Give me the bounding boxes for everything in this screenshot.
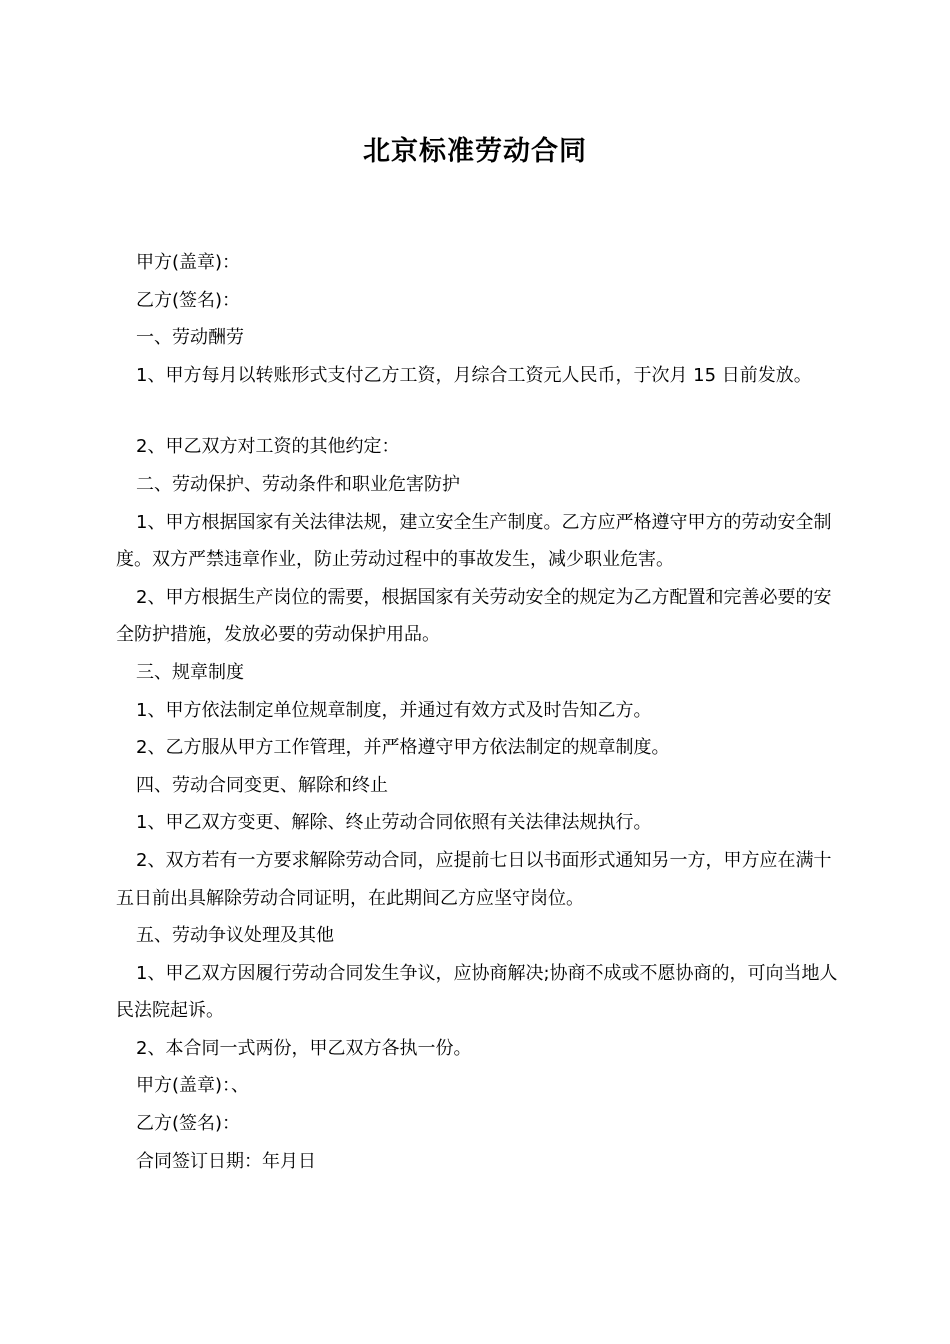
section-heading-protection: 二、劳动保护、劳动条件和职业危害防护 <box>136 473 460 495</box>
section-heading-change-termination: 四、劳动合同变更、解除和终止 <box>136 774 388 796</box>
clause-safety-system: 1、甲方根据国家有关法律法规，建立安全生产制度。乙方应严格遵守甲方的劳动安全制度。双方严禁违章作业，防止劳动过程中的事故发生，减少职业危害。 <box>116 511 832 571</box>
paragraph-gap <box>116 394 846 428</box>
section-heading-disputes: 五、劳动争议处理及其他 <box>136 925 334 947</box>
party-b-signature-line-end: 乙方(签名)： <box>136 1113 241 1135</box>
clause-rules-compliance: 2、乙方服从甲方工作管理，并严格遵守甲方依法制定的规章制度。 <box>136 737 670 759</box>
contract-signing-date: 合同签订日期：年月日 <box>136 1150 316 1172</box>
clause-salary-payment: 1、甲方每月以转账形式支付乙方工资，月综合工资元人民币，于次月 15 日前发放。 <box>136 364 812 386</box>
clause-termination-notice: 2、双方若有一方要求解除劳动合同，应提前七日以书面形式通知另一方，甲方应在满十五日前出具解除劳动合同证明，在此期间乙方应坚守岗位。 <box>116 849 832 909</box>
clause-change-per-law: 1、甲乙双方变更、解除、终止劳动合同依照有关法律法规执行。 <box>136 812 652 834</box>
section-heading-rules: 三、规章制度 <box>136 661 244 683</box>
document-title: 北京标准劳动合同 <box>363 136 587 167</box>
section-heading-remuneration: 一、劳动酬劳 <box>136 327 244 349</box>
clause-other-salary-terms: 2、甲乙双方对工资的其他约定： <box>136 436 400 458</box>
party-a-seal-line-end: 甲方(盖章)：、 <box>136 1075 250 1097</box>
party-b-signature-line: 乙方(签名)： <box>136 289 241 311</box>
party-a-seal-line: 甲方(盖章)： <box>136 252 241 273</box>
clause-rules-notification: 1、甲方依法制定单位规章制度，并通过有效方式及时告知乙方。 <box>136 699 652 721</box>
clause-dispute-resolution: 1、甲乙双方因履行劳动合同发生争议，应协商解决;协商不成或不愿协商的，可向当地人民法院起诉。 <box>116 962 838 1022</box>
clause-protective-measures: 2、甲方根据生产岗位的需要，根据国家有关劳动安全的规定为乙方配置和完善必要的安全防护措施，发放必要的劳动保护用品。 <box>116 586 832 646</box>
clause-copies: 2、本合同一式两份，甲乙双方各执一份。 <box>136 1037 472 1059</box>
document-body <box>116 244 846 1180</box>
